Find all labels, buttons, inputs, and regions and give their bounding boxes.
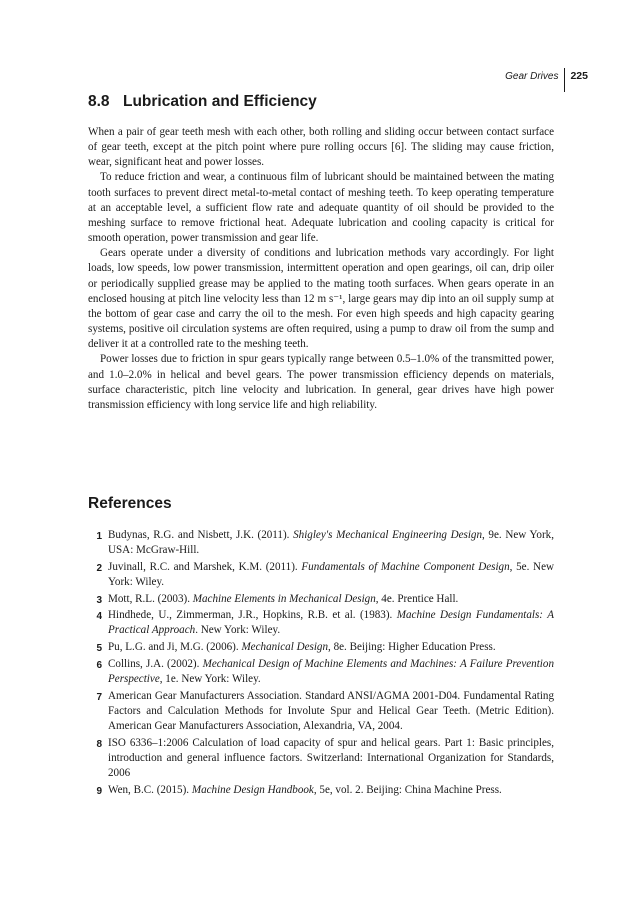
reference-item [88, 689, 554, 734]
reference-title: Fundamentals of Machine Component Design [301, 560, 510, 573]
references-heading: References [88, 495, 172, 512]
running-title: Gear Drives [505, 70, 559, 82]
reference-title: Machine Design Fundamentals: A Practical Approach [108, 609, 554, 637]
reference-title: Mechanical Design [241, 641, 329, 654]
reference-publisher: , 5e. New York: Wiley. [108, 560, 555, 588]
reference-number: 6 [96, 659, 102, 671]
reference-number: 8 [96, 738, 102, 750]
reference-number: 7 [96, 691, 102, 703]
reference-item [88, 560, 554, 590]
reference-number: 4 [96, 611, 102, 623]
reference-publisher: , 5e, vol. 2. Beijing: China Machine Press. [313, 783, 502, 796]
reference-authors: Juvinall, R.C. and Marshek, K.M. (2011). [108, 560, 302, 573]
paragraph: Power losses due to friction in spur gears typically range between 0.5–1.0% of the transmitted power, and 1.0–2.0% in helical and bevel gears. The power transmission efficiency depends on materials, surface characteristic, pitch line velocity and lubrication. In general, gear drives have high power transmission efficiency with long service life and high reliability. [88, 353, 554, 411]
reference-number: 3 [96, 594, 102, 606]
reference-item [88, 608, 554, 638]
header-divider [564, 68, 565, 92]
reference-publisher: , 1e. New York: Wiley. [159, 672, 261, 685]
section-number: 8.8 [88, 93, 110, 110]
reference-authors: Pu, L.G. and Ji, M.G. (2006). [108, 641, 242, 654]
reference-publisher: , 4e. Prentice Hall. [375, 592, 459, 605]
reference-number: 1 [96, 531, 102, 542]
reference-publisher: . New York: Wiley. [195, 624, 281, 637]
reference-item [88, 640, 554, 655]
reference-item [88, 783, 554, 798]
reference-publisher: , 9e. New York, USA: McGraw-Hill. [108, 529, 554, 557]
reference-authors: Hindhede, U., Zimmerman, J.R., Hopkins, R.B. et al. (1983). [108, 609, 397, 622]
page-number: 225 [570, 70, 588, 82]
reference-authors: Wen, B.C. (2015). [108, 783, 192, 796]
reference-text: American Gear Manufacturers Association. Standard ANSI/AGMA 2001-D04. Fundamental Rating Factors and Calculation Methods for Involute Spur and Helical Gear Teeth. (Metric Edition). American Gear Manufacturers Association, Alexandria, VA, 2004. [108, 689, 554, 732]
reference-item [88, 736, 554, 781]
reference-list [88, 528, 554, 799]
section-body [88, 125, 554, 413]
reference-publisher: , 8e. Beijing: Higher Education Press. [328, 641, 496, 654]
paragraph: To reduce friction and wear, a continuous film of lubricant should be maintained between the mating tooth surfaces to prevent direct metal-to-metal contact of meshing teeth. To keep operating temperature at an acceptable level, a sufficient flow rate and adequate quantity of oil should be provided to the meshing surface to remove frictional heat. Adequate lubrication and cooling capacity is critical for smooth operation, power transmission and gear life. [88, 171, 554, 245]
reference-text: ISO 6336–1:2006 Calculation of load capacity of spur and helical gears. Part 1: Basic principles, introduction and general influence factors. Switzerland: International Organization for Standards, 2006 [108, 736, 554, 779]
section-title: Lubrication and Efficiency [123, 93, 317, 110]
reference-title: Machine Elements in Mechanical Design [192, 592, 376, 605]
reference-title: Mechanical Design of Machine Elements and Machines: A Failure Prevention Perspective [108, 657, 554, 685]
reference-item [88, 528, 554, 558]
reference-number: 9 [96, 785, 102, 797]
reference-number: 5 [96, 643, 102, 655]
reference-title: Shigley's Mechanical Engineering Design [293, 529, 483, 541]
section-heading [88, 93, 317, 111]
reference-authors: Budynas, R.G. and Nisbett, J.K. (2011). [108, 529, 294, 541]
reference-item [88, 657, 554, 687]
reference-number: 2 [96, 562, 102, 574]
paragraph: Gears operate under a diversity of conditions and lubrication methods vary accordingly. For light loads, low speeds, low power transmission, intermittent operation and open gearings, oil can, drip oiler or periodically supplied grease may be applied to the mating tooth surfaces. When gears operate in an enclosed housing at pitch line velocity less than 12 m s⁻¹, large gears may dip into an oil supply sump at the bottom of gear case and carry the oil to the mesh. For even high speeds and high capacity gearing systems, positive oil circulation systems are often required, using a pump to draw oil from the sump and deliver it at a controlled rate to the meshing teeth. [88, 247, 554, 351]
running-head [505, 64, 588, 88]
reference-authors: Collins, J.A. (2002). [108, 657, 203, 670]
reference-item [88, 592, 554, 607]
reference-title: Machine Design Handbook [191, 783, 314, 796]
reference-authors: Mott, R.L. (2003). [108, 592, 193, 605]
paragraph: When a pair of gear teeth mesh with each other, both rolling and sliding occur between contact surface of gear teeth, except at the pitch point where pure rolling occurs [6]. The sliding may cause friction, wear, significant heat and power losses. [88, 126, 554, 169]
